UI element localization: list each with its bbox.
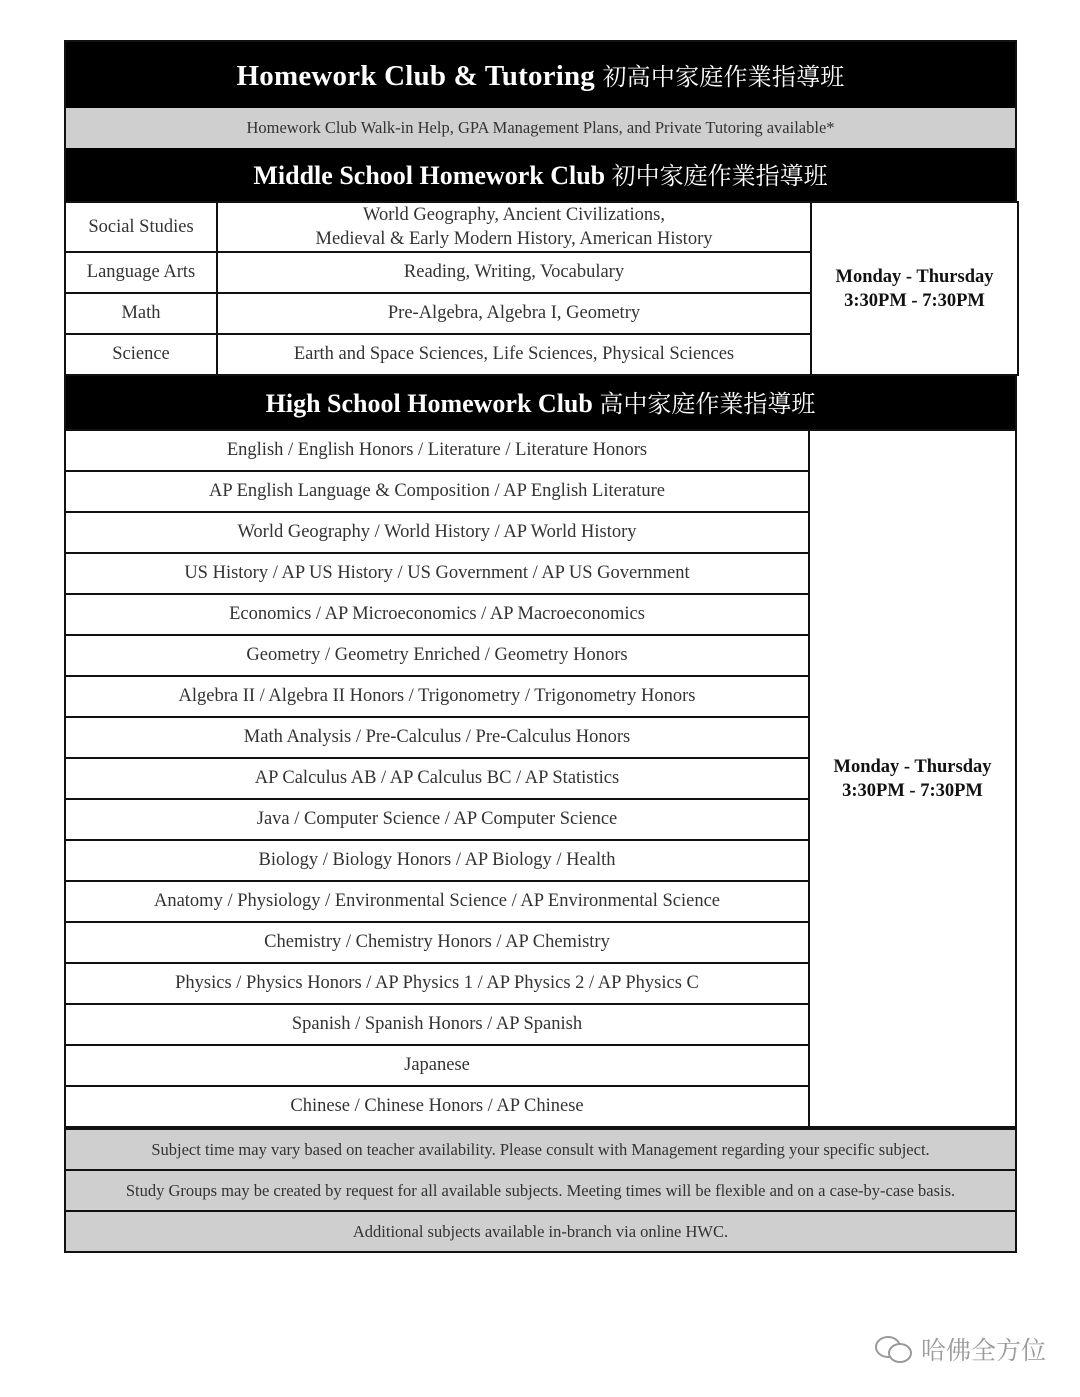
middle-school-days: Monday - Thursday [835,266,994,287]
wechat-icon [875,1334,913,1364]
high-school-days: Monday - Thursday [833,756,992,777]
middle-school-heading [66,148,1015,203]
course-cell: Chinese / Chinese Honors / AP Chinese [65,1086,809,1127]
course-cell: Algebra II / Algebra II Honors / Trigonometry / Trigonometry Honors [65,676,809,717]
footer-note: Subject time may vary based on teacher availability. Please consult with Management regarding your specific subject. [66,1128,1015,1169]
high-school-heading [66,376,1015,431]
subject-cell: Social Studies [65,202,217,252]
middle-school-time-cell [811,202,1018,375]
course-cell: AP English Language & Composition / AP English Literature [65,471,809,512]
middle-school-heading-chinese: 初中家庭作業指導班 [611,162,828,190]
topics-cell [217,202,811,252]
subject-cell: Math [65,293,217,334]
title-chinese: 初高中家庭作業指導班 [602,63,845,91]
course-cell: Math Analysis / Pre-Calculus / Pre-Calculus Honors [65,717,809,758]
course-cell: Economics / AP Microeconomics / AP Macroeconomics [65,594,809,635]
course-cell: Java / Computer Science / AP Computer Science [65,799,809,840]
watermark-text: 哈佛全方位 [920,1336,1046,1365]
subject-cell: Language Arts [65,252,217,293]
topics-cell: Pre-Algebra, Algebra I, Geometry [217,293,811,334]
course-cell: English / English Honors / Literature / Literature Honors [65,430,809,471]
topics-line: World Geography, Ancient Civilizations, [363,205,665,225]
page-subtitle: Homework Club Walk-in Help, GPA Management Plans, and Private Tutoring available* [66,108,1015,148]
schedule-sheet [64,40,1017,1253]
footer-note: Additional subjects available in-branch via online HWC. [66,1210,1015,1251]
high-school-heading-chinese: 高中家庭作業指導班 [599,390,816,418]
high-school-heading-english: High School Homework Club [265,389,593,418]
middle-school-hours: 3:30PM - 7:30PM [844,290,985,311]
high-school-time-cell [809,430,1016,1127]
course-cell: Spanish / Spanish Honors / AP Spanish [65,1004,809,1045]
course-cell: Chemistry / Chemistry Honors / AP Chemistry [65,922,809,963]
footer-note: Study Groups may be created by request for all available subjects. Meeting times will be flexible and on a case-by-case basis. [66,1169,1015,1210]
course-cell: Physics / Physics Honors / AP Physics 1 / AP Physics 2 / AP Physics C [65,963,809,1004]
middle-school-heading-english: Middle School Homework Club [253,161,606,190]
course-cell: AP Calculus AB / AP Calculus BC / AP Statistics [65,758,809,799]
course-cell: Anatomy / Physiology / Environmental Science / AP Environmental Science [65,881,809,922]
high-school-table [64,429,1017,1128]
table-row [65,202,1018,252]
course-cell: Biology / Biology Honors / AP Biology / Health [65,840,809,881]
course-cell: Geometry / Geometry Enriched / Geometry Honors [65,635,809,676]
title-english: Homework Club & Tutoring [236,60,596,92]
course-cell: US History / AP US History / US Government / AP US Government [65,553,809,594]
watermark [875,1329,1046,1369]
course-cell: World Geography / World History / AP World History [65,512,809,553]
table-row [65,430,1016,471]
course-cell: Japanese [65,1045,809,1086]
topics-cell: Reading, Writing, Vocabulary [217,252,811,293]
subject-cell: Science [65,334,217,375]
page-title [66,42,1015,108]
topics-line: Medieval & Early Modern History, American History [315,229,713,249]
high-school-hours: 3:30PM - 7:30PM [842,780,983,801]
middle-school-table [64,201,1019,376]
topics-cell: Earth and Space Sciences, Life Sciences, Physical Sciences [217,334,811,375]
